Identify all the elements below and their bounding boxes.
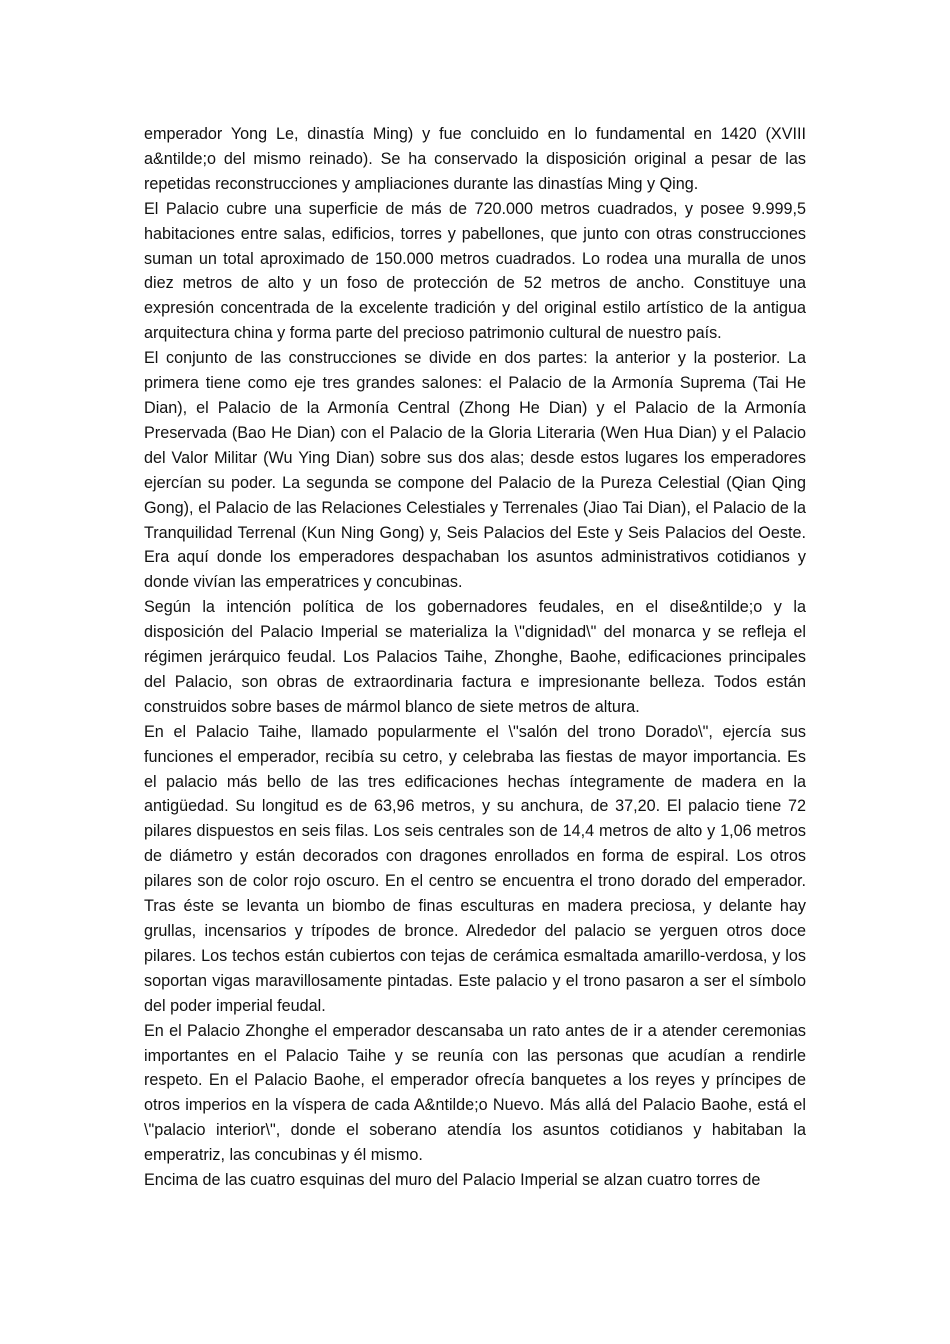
paragraph-1: emperador Yong Le, dinastía Ming) y fue concluido en lo fundamental en 1420 (XVIII a&ntilde;o del mismo reinado). Se ha conservado la disposición original a pesar de las repetidas reconstrucciones y ampliaciones durante las dinastías Ming y Qing. (144, 125, 806, 193)
paragraph-2: El Palacio cubre una superficie de más de 720.000 metros cuadrados, y posee 9.999,5 habitaciones entre salas, edificios, torres y pabellones, que junto con otras construcciones suman un total aproximado de 150.000 metros cuadrados. Lo rodea una muralla de unos diez metros de alto y un foso de protección de 52 metros de ancho. Constituye una expresión concentrada de la excelente tradición y del original estilo artístico de la antigua arquitectura china y forma parte del precioso patrimonio cultural de nuestro país. (144, 199, 806, 343)
paragraph-6: En el Palacio Zhonghe el emperador descansaba un rato antes de ir a atender ceremonias importantes en el Palacio Taihe y se reunía con las personas que acudían a rendirle respeto. En el Palacio Baohe, el emperador ofrecía banquetes a los reyes y príncipes de otros imperios en la víspera de cada A&ntilde;o Nuevo. Más allá del Palacio Baohe, está el \"palacio interior\", donde el soberano atendía los asuntos cotidianos y habitaban la emperatriz, las concubinas y él mismo. (144, 1021, 806, 1165)
paragraph-7: Encima de las cuatro esquinas del muro del Palacio Imperial se alzan cuatro torres de (144, 1171, 761, 1190)
paragraph-5: En el Palacio Taihe, llamado popularmente el \"salón del trono Dorado\", ejercía sus funciones el emperador, recibía su cetro, y celebraba las fiestas de mayor importancia. Es el palacio más bello de las tres edificaciones hechas íntegramente de madera en la antigüedad. Su longitud es de 63,96 metros, y su anchura, de 37,20. El palacio tiene 72 pilares dispuestos en seis filas. Los seis centrales son de 14,4 metros de alto y 1,06 metros de diámetro y están decorados con dragones enrollados en forma de espiral. Los otros pilares son de color rojo oscuro. En el centro se encuentra el trono dorado del emperador. Tras éste se levanta un biombo de finas esculturas en madera preciosa, y delante hay grullas, incensarios y trípodes de bronce. Alrededor del palacio se yerguen otros doce pilares. Los techos están cubiertos con tejas de cerámica esmaltada amarillo-verdosa, y los soportan vigas maravillosamente pintadas. Este palacio y el trono pasaron a ser el símbolo del poder imperial feudal. (144, 722, 806, 1015)
paragraph-3: El conjunto de las construcciones se divide en dos partes: la anterior y la posterior. La primera tiene como eje tres grandes salones: el Palacio de la Armonía Suprema (Tai He Dian), el Palacio de la Armonía Central (Zhong He Dian) y el Palacio de la Armonía Preservada (Bao He Dian) con el Palacio de la Gloria Literaria (Wen Hua Dian) y el Palacio del Valor Militar (Wu Ying Dian) sobre sus dos alas; desde estos lugares los emperadores ejercían su poder. La segunda se compone del Palacio de la Pureza Celestial (Qian Qing Gong), el Palacio de las Relaciones Celestiales y Terrenales (Jiao Tai Dian), el Palacio de la Tranquilidad Terrenal (Kun Ning Gong) y, Seis Palacios del Este y Seis Palacios del Oeste. Era aquí donde los emperadores despachaban los asuntos administrativos cotidianos y donde vivían las emperatrices y concubinas. (144, 349, 806, 592)
paragraph-4: Según la intención política de los gobernadores feudales, en el dise&ntilde;o y la disposición del Palacio Imperial se materializa la \"dignidad\" del monarca y se refleja el régimen jerárquico feudal. Los Palacios Taihe, Zhonghe, Baohe, edificaciones principales del Palacio, son obras de extraordinaria factura e impresionante belleza. Todos están construidos sobre bases de mármol blanco de siete metros de altura. (144, 598, 806, 716)
body-text (144, 122, 806, 1193)
